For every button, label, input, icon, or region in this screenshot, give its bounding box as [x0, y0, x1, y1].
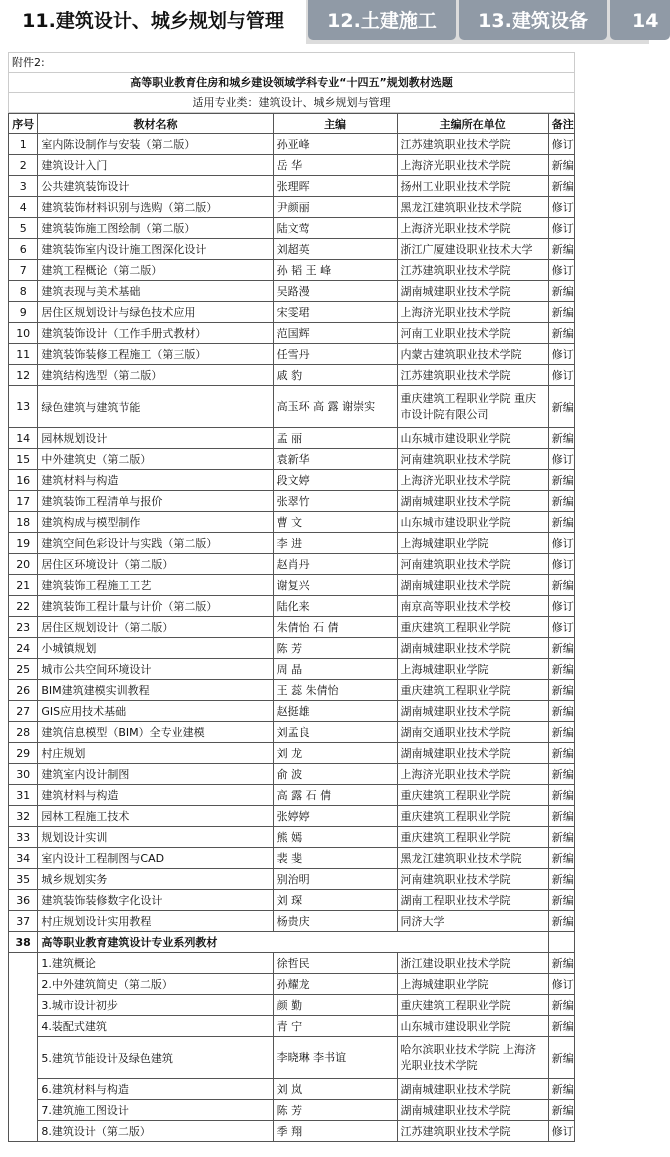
- editor-unit-cell[interactable]: 江苏建筑职业技术学院: [397, 260, 548, 281]
- table-row: [9, 1016, 575, 1037]
- editor-unit-cell[interactable]: 上海济光职业技术学院: [397, 155, 548, 176]
- editor-cell[interactable]: 张翠竹: [273, 491, 397, 512]
- editor-cell[interactable]: 赵肖丹: [273, 554, 397, 575]
- textbook-name-cell[interactable]: 室内设计工程制图与CAD: [38, 848, 273, 869]
- editor-cell[interactable]: 颜 勤: [273, 995, 397, 1016]
- row-number-cell[interactable]: 5: [9, 218, 38, 239]
- row-number-cell[interactable]: 1: [9, 134, 38, 155]
- textbook-name-cell[interactable]: 园林规划设计: [38, 428, 273, 449]
- table-row: [9, 869, 575, 890]
- editor-unit-cell[interactable]: 湖南城建职业技术学院: [397, 638, 548, 659]
- editor-cell[interactable]: 刘 岚: [273, 1079, 397, 1100]
- textbook-name-cell[interactable]: 绿色建筑与建筑节能: [38, 386, 273, 428]
- editor-unit-cell[interactable]: 重庆建筑工程职业学院: [397, 617, 548, 638]
- table-row: [9, 1037, 575, 1079]
- table-row: [9, 890, 575, 911]
- editor-unit-cell[interactable]: 湖南城建职业技术学院: [397, 743, 548, 764]
- textbook-name-cell[interactable]: 6.建筑材料与构造: [38, 1079, 273, 1100]
- header-cell: 教材名称: [38, 114, 273, 134]
- textbook-name-cell[interactable]: 公共建筑装饰设计: [38, 176, 273, 197]
- editor-cell[interactable]: 李 进: [273, 533, 397, 554]
- textbook-name-cell[interactable]: 建筑表现与美术基础: [38, 281, 273, 302]
- editor-unit-cell[interactable]: 上海城建职业学院: [397, 533, 548, 554]
- textbook-name-cell[interactable]: 建筑装饰工程计量与计价（第二版）: [38, 596, 273, 617]
- remark-cell[interactable]: 修订: [548, 134, 574, 155]
- editor-unit-cell[interactable]: 江苏建筑职业技术学院: [397, 134, 548, 155]
- row-number-cell[interactable]: 21: [9, 575, 38, 596]
- row-number-cell[interactable]: 13: [9, 386, 38, 428]
- remark-cell[interactable]: 新编: [548, 911, 574, 932]
- table-row: [9, 512, 575, 533]
- header-cell: 序号: [9, 114, 38, 134]
- subject-line: 适用专业类：建筑设计、城乡规划与管理: [192, 96, 391, 109]
- editor-unit-cell[interactable]: 湖南工程职业技术学院: [397, 890, 548, 911]
- editor-cell[interactable]: 任雪丹: [273, 344, 397, 365]
- editor-cell[interactable]: 尹颜丽: [273, 197, 397, 218]
- editor-unit-cell[interactable]: 上海城建职业学院: [397, 974, 548, 995]
- table-row: [9, 428, 575, 449]
- editor-cell[interactable]: 范国辉: [273, 323, 397, 344]
- remark-cell[interactable]: 新编: [548, 491, 574, 512]
- row-number-cell[interactable]: 29: [9, 743, 38, 764]
- editor-unit-cell[interactable]: 重庆建筑工程职业学院: [397, 995, 548, 1016]
- editor-cell[interactable]: 戚 豹: [273, 365, 397, 386]
- remark-cell[interactable]: 新编: [548, 890, 574, 911]
- remark-cell[interactable]: 新编: [548, 155, 574, 176]
- editor-unit-cell[interactable]: 上海城建职业学院: [397, 659, 548, 680]
- table-row: [9, 134, 575, 155]
- editor-unit-cell[interactable]: 重庆建筑工程职业学院 重庆市设计院有限公司: [397, 386, 548, 428]
- table-row: [9, 575, 575, 596]
- row-number-cell[interactable]: 17: [9, 491, 38, 512]
- remark-cell[interactable]: 新编: [548, 512, 574, 533]
- sheet-tab[interactable]: 12.土建施工: [308, 0, 456, 40]
- remark-cell[interactable]: 新编: [548, 827, 574, 848]
- editor-unit-cell[interactable]: 河南工业职业技术学院: [397, 323, 548, 344]
- remark-cell[interactable]: 新编: [548, 869, 574, 890]
- section-title-cell[interactable]: 高等职业教育建筑设计专业系列教材: [38, 932, 548, 953]
- editor-unit-cell[interactable]: 重庆建筑工程职业学院: [397, 785, 548, 806]
- remark-cell[interactable]: 新编: [548, 806, 574, 827]
- editor-unit-cell[interactable]: 河南建筑职业技术学院: [397, 449, 548, 470]
- editor-unit-cell[interactable]: 江苏建筑职业技术学院: [397, 365, 548, 386]
- remark-cell[interactable]: 修订: [548, 218, 574, 239]
- editor-unit-cell[interactable]: 重庆建筑工程职业学院: [397, 806, 548, 827]
- editor-unit-cell[interactable]: 南京高等职业技术学校: [397, 596, 548, 617]
- textbook-name-cell[interactable]: 建筑构成与模型制作: [38, 512, 273, 533]
- row-number-cell[interactable]: 38: [9, 932, 38, 953]
- row-number-cell[interactable]: 16: [9, 470, 38, 491]
- table-row: [9, 1100, 575, 1121]
- sheet-tab-active[interactable]: 11.建筑设计、城乡规划与管理: [0, 0, 306, 44]
- table-row: [9, 596, 575, 617]
- editor-cell[interactable]: 徐哲民: [273, 953, 397, 974]
- remark-cell[interactable]: 新编: [548, 848, 574, 869]
- editor-unit-cell[interactable]: 湖南城建职业技术学院: [397, 575, 548, 596]
- textbook-name-cell[interactable]: 5.建筑节能设计及绿色建筑: [38, 1037, 273, 1079]
- remark-cell[interactable]: 新编: [548, 323, 574, 344]
- table-row: [9, 995, 575, 1016]
- textbook-name-cell[interactable]: 建筑空间色彩设计与实践（第二版）: [38, 533, 273, 554]
- spreadsheet: [8, 52, 575, 1142]
- header-cell: 主编所在单位: [397, 114, 548, 134]
- editor-cell[interactable]: 吴路漫: [273, 281, 397, 302]
- merged-number-cell[interactable]: [9, 953, 38, 1142]
- editor-cell[interactable]: 陆文莺: [273, 218, 397, 239]
- textbook-name-cell[interactable]: 4.装配式建筑: [38, 1016, 273, 1037]
- remark-cell[interactable]: 修订: [548, 344, 574, 365]
- row-number-cell[interactable]: 25: [9, 659, 38, 680]
- textbook-name-cell[interactable]: 建筑装饰装修数字化设计: [38, 890, 273, 911]
- table-row: [9, 260, 575, 281]
- editor-cell[interactable]: 周 晶: [273, 659, 397, 680]
- row-number-cell[interactable]: 6: [9, 239, 38, 260]
- row-number-cell[interactable]: 28: [9, 722, 38, 743]
- textbook-name-cell[interactable]: 建筑室内设计制图: [38, 764, 273, 785]
- editor-cell[interactable]: 刘孟良: [273, 722, 397, 743]
- remark-cell[interactable]: 新编: [548, 953, 574, 974]
- editor-cell[interactable]: 刘 龙: [273, 743, 397, 764]
- table-row: [9, 176, 575, 197]
- row-number-cell[interactable]: 2: [9, 155, 38, 176]
- table-row: [9, 911, 575, 932]
- editor-cell[interactable]: 王 蕊 朱倩怡: [273, 680, 397, 701]
- remark-cell[interactable]: 修订: [548, 533, 574, 554]
- remark-cell[interactable]: 新编: [548, 1037, 574, 1079]
- row-number-cell[interactable]: 37: [9, 911, 38, 932]
- textbook-name-cell[interactable]: 村庄规划设计实用教程: [38, 911, 273, 932]
- editor-unit-cell[interactable]: 山东城市建设职业学院: [397, 512, 548, 533]
- textbook-name-cell[interactable]: 建筑材料与构造: [38, 470, 273, 491]
- remark-cell[interactable]: 修订: [548, 197, 574, 218]
- row-number-cell[interactable]: 15: [9, 449, 38, 470]
- remark-cell[interactable]: 新编: [548, 722, 574, 743]
- remark-cell[interactable]: 新编: [548, 785, 574, 806]
- textbook-name-cell[interactable]: 建筑设计入门: [38, 155, 273, 176]
- remark-cell[interactable]: 新编: [548, 995, 574, 1016]
- editor-unit-cell[interactable]: 河南建筑职业技术学院: [397, 869, 548, 890]
- table-row: [9, 344, 575, 365]
- editor-unit-cell[interactable]: 浙江建设职业技术学院: [397, 953, 548, 974]
- document-header: [8, 52, 575, 113]
- editor-cell[interactable]: 刘超英: [273, 239, 397, 260]
- remark-cell[interactable]: 修订: [548, 365, 574, 386]
- textbook-name-cell[interactable]: 中外建筑史（第二版）: [38, 449, 273, 470]
- textbook-name-cell[interactable]: 居住区环境设计（第二版）: [38, 554, 273, 575]
- textbook-name-cell[interactable]: 建筑装饰材料识别与选购（第二版）: [38, 197, 273, 218]
- editor-cell[interactable]: 青 宁: [273, 1016, 397, 1037]
- table-row: [9, 764, 575, 785]
- section-row: [9, 932, 575, 953]
- editor-cell[interactable]: 朱倩怡 石 倩: [273, 617, 397, 638]
- editor-cell[interactable]: 刘 琛: [273, 890, 397, 911]
- remark-cell[interactable]: 修订: [548, 554, 574, 575]
- table-row: [9, 218, 575, 239]
- textbook-name-cell[interactable]: 规划设计实训: [38, 827, 273, 848]
- row-number-cell[interactable]: 14: [9, 428, 38, 449]
- table-row: [9, 743, 575, 764]
- table-row: [9, 554, 575, 575]
- table-row: [9, 323, 575, 344]
- header-cell: 主编: [273, 114, 397, 134]
- table-row: [9, 449, 575, 470]
- table-row: [9, 281, 575, 302]
- textbook-name-cell[interactable]: 建筑信息模型（BIM）全专业建模: [38, 722, 273, 743]
- remark-cell[interactable]: 新编: [548, 1100, 574, 1121]
- textbook-name-cell[interactable]: 1.建筑概论: [38, 953, 273, 974]
- editor-cell[interactable]: 孙耀龙: [273, 974, 397, 995]
- table-row: [9, 806, 575, 827]
- sheet-tab[interactable]: 13.建筑设备: [459, 0, 607, 40]
- row-number-cell[interactable]: 31: [9, 785, 38, 806]
- editor-cell[interactable]: 赵挺雄: [273, 701, 397, 722]
- textbook-name-cell[interactable]: 建筑装饰室内设计施工图深化设计: [38, 239, 273, 260]
- remark-cell[interactable]: 新编: [548, 764, 574, 785]
- remark-cell[interactable]: 新编: [548, 680, 574, 701]
- editor-cell[interactable]: 高 露 石 倩: [273, 785, 397, 806]
- textbook-table: [8, 113, 575, 1142]
- table-row: [9, 722, 575, 743]
- remark-cell[interactable]: 新编: [548, 470, 574, 491]
- row-number-cell[interactable]: 11: [9, 344, 38, 365]
- textbook-name-cell[interactable]: 城市公共空间环境设计: [38, 659, 273, 680]
- row-number-cell[interactable]: 34: [9, 848, 38, 869]
- editor-cell[interactable]: 杨贵庆: [273, 911, 397, 932]
- textbook-name-cell[interactable]: 小城镇规划: [38, 638, 273, 659]
- editor-cell[interactable]: 谢复兴: [273, 575, 397, 596]
- remark-cell[interactable]: 修订: [548, 1121, 574, 1142]
- remark-cell[interactable]: 新编: [548, 1079, 574, 1100]
- textbook-name-cell[interactable]: 建筑装饰工程施工工艺: [38, 575, 273, 596]
- remark-cell[interactable]: [548, 932, 574, 953]
- textbook-name-cell[interactable]: BIM建筑建模实训教程: [38, 680, 273, 701]
- remark-cell[interactable]: 新编: [548, 428, 574, 449]
- sheet-tab-bar: [0, 0, 659, 44]
- row-number-cell[interactable]: 24: [9, 638, 38, 659]
- table-row: [9, 785, 575, 806]
- table-row: [9, 470, 575, 491]
- editor-unit-cell[interactable]: 湖南城建职业技术学院: [397, 281, 548, 302]
- remark-cell[interactable]: 新编: [548, 176, 574, 197]
- row-number-cell[interactable]: 23: [9, 617, 38, 638]
- editor-unit-cell[interactable]: 浙江广厦建设职业技术大学: [397, 239, 548, 260]
- table-row: [9, 953, 575, 974]
- remark-cell[interactable]: 修订: [548, 974, 574, 995]
- table-row: [9, 617, 575, 638]
- remark-cell[interactable]: 新编: [548, 1016, 574, 1037]
- remark-cell[interactable]: 新编: [548, 638, 574, 659]
- table-row: [9, 386, 575, 428]
- editor-unit-cell[interactable]: 内蒙古建筑职业技术学院: [397, 344, 548, 365]
- row-number-cell[interactable]: 33: [9, 827, 38, 848]
- editor-cell[interactable]: 袁新华: [273, 449, 397, 470]
- remark-cell[interactable]: 修订: [548, 260, 574, 281]
- row-number-cell[interactable]: 22: [9, 596, 38, 617]
- editor-cell[interactable]: 宋雯珺: [273, 302, 397, 323]
- editor-cell[interactable]: 孙 韬 王 峰: [273, 260, 397, 281]
- row-number-cell[interactable]: 27: [9, 701, 38, 722]
- row-number-cell[interactable]: 12: [9, 365, 38, 386]
- editor-cell[interactable]: 孙亚峰: [273, 134, 397, 155]
- textbook-name-cell[interactable]: 建筑材料与构造: [38, 785, 273, 806]
- row-number-cell[interactable]: 20: [9, 554, 38, 575]
- editor-unit-cell[interactable]: 河南建筑职业技术学院: [397, 554, 548, 575]
- textbook-name-cell[interactable]: 建筑结构选型（第二版）: [38, 365, 273, 386]
- table-row: [9, 974, 575, 995]
- remark-cell[interactable]: 修订: [548, 449, 574, 470]
- editor-cell[interactable]: 别治明: [273, 869, 397, 890]
- editor-cell[interactable]: 岳 华: [273, 155, 397, 176]
- row-number-cell[interactable]: 4: [9, 197, 38, 218]
- textbook-name-cell[interactable]: 2.中外建筑简史（第二版）: [38, 974, 273, 995]
- row-number-cell[interactable]: 19: [9, 533, 38, 554]
- table-row: [9, 302, 575, 323]
- editor-cell[interactable]: 熊 嫣: [273, 827, 397, 848]
- table-row: [9, 533, 575, 554]
- editor-unit-cell[interactable]: 山东城市建设职业学院: [397, 428, 548, 449]
- remark-cell[interactable]: 新编: [548, 743, 574, 764]
- editor-unit-cell[interactable]: 重庆建筑工程职业学院: [397, 680, 548, 701]
- editor-unit-cell[interactable]: 上海济光职业技术学院: [397, 302, 548, 323]
- remark-cell[interactable]: 新编: [548, 386, 574, 428]
- editor-cell[interactable]: 裴 斐: [273, 848, 397, 869]
- editor-unit-cell[interactable]: 湖南城建职业技术学院: [397, 491, 548, 512]
- editor-unit-cell[interactable]: 湖南交通职业技术学院: [397, 722, 548, 743]
- table-row: [9, 155, 575, 176]
- editor-unit-cell[interactable]: 黑龙江建筑职业技术学院: [397, 197, 548, 218]
- table-row: [9, 365, 575, 386]
- editor-unit-cell[interactable]: 湖南城建职业技术学院: [397, 701, 548, 722]
- table-row: [9, 197, 575, 218]
- textbook-name-cell[interactable]: 建筑装饰施工图绘制（第二版）: [38, 218, 273, 239]
- remark-cell[interactable]: 新编: [548, 575, 574, 596]
- editor-unit-cell[interactable]: 重庆建筑工程职业学院: [397, 827, 548, 848]
- header-cell: 备注: [548, 114, 574, 134]
- table-row: [9, 1079, 575, 1100]
- textbook-name-cell[interactable]: 室内陈设制作与安装（第二版）: [38, 134, 273, 155]
- editor-unit-cell[interactable]: 扬州工业职业技术学院: [397, 176, 548, 197]
- editor-unit-cell[interactable]: 山东城市建设职业学院: [397, 1016, 548, 1037]
- sheet-tab[interactable]: 14: [610, 0, 670, 40]
- remark-cell[interactable]: 修订: [548, 617, 574, 638]
- table-header-row: [9, 114, 575, 134]
- editor-cell[interactable]: 曹 文: [273, 512, 397, 533]
- row-number-cell[interactable]: 3: [9, 176, 38, 197]
- editor-cell[interactable]: 孟 丽: [273, 428, 397, 449]
- editor-unit-cell[interactable]: 上海济光职业技术学院: [397, 764, 548, 785]
- editor-cell[interactable]: 俞 波: [273, 764, 397, 785]
- editor-unit-cell[interactable]: 湖南城建职业技术学院: [397, 1100, 548, 1121]
- editor-cell[interactable]: 张婷婷: [273, 806, 397, 827]
- row-number-cell[interactable]: 9: [9, 302, 38, 323]
- row-number-cell[interactable]: 35: [9, 869, 38, 890]
- editor-cell[interactable]: 高玉环 高 露 谢崇实: [273, 386, 397, 428]
- textbook-name-cell[interactable]: 3.城市设计初步: [38, 995, 273, 1016]
- editor-unit-cell[interactable]: 湖南城建职业技术学院: [397, 1079, 548, 1100]
- editor-cell[interactable]: 陈 芳: [273, 1100, 397, 1121]
- table-row: [9, 848, 575, 869]
- editor-unit-cell[interactable]: 哈尔滨职业技术学院 上海济光职业技术学院: [397, 1037, 548, 1079]
- remark-cell[interactable]: 新编: [548, 659, 574, 680]
- textbook-name-cell[interactable]: 居住区规划设计与绿色技术应用: [38, 302, 273, 323]
- table-row: [9, 1121, 575, 1142]
- document-title: 高等职业教育住房和城乡建设领域学科专业“十四五”规划教材选题: [130, 76, 453, 89]
- remark-cell[interactable]: 新编: [548, 281, 574, 302]
- textbook-name-cell[interactable]: 城乡规划实务: [38, 869, 273, 890]
- textbook-name-cell[interactable]: GIS应用技术基础: [38, 701, 273, 722]
- textbook-name-cell[interactable]: 8.建筑设计（第二版）: [38, 1121, 273, 1142]
- textbook-name-cell[interactable]: 7.建筑施工图设计: [38, 1100, 273, 1121]
- textbook-name-cell[interactable]: 村庄规划: [38, 743, 273, 764]
- editor-unit-cell[interactable]: 黑龙江建筑职业技术学院: [397, 848, 548, 869]
- table-row: [9, 491, 575, 512]
- textbook-name-cell[interactable]: 建筑装饰设计（工作手册式教材）: [38, 323, 273, 344]
- remark-cell[interactable]: 修订: [548, 596, 574, 617]
- row-number-cell[interactable]: 8: [9, 281, 38, 302]
- remark-cell[interactable]: 新编: [548, 701, 574, 722]
- textbook-name-cell[interactable]: 建筑装饰装修工程施工（第三版）: [38, 344, 273, 365]
- remark-cell[interactable]: 新编: [548, 302, 574, 323]
- table-row: [9, 659, 575, 680]
- table-row: [9, 239, 575, 260]
- textbook-name-cell[interactable]: 建筑工程概论（第二版）: [38, 260, 273, 281]
- attachment-label: 附件2:: [12, 56, 45, 69]
- editor-unit-cell[interactable]: 江苏建筑职业技术学院: [397, 1121, 548, 1142]
- textbook-name-cell[interactable]: 居住区规划设计（第二版）: [38, 617, 273, 638]
- row-number-cell[interactable]: 7: [9, 260, 38, 281]
- row-number-cell[interactable]: 30: [9, 764, 38, 785]
- table-row: [9, 680, 575, 701]
- editor-unit-cell[interactable]: 上海济光职业技术学院: [397, 218, 548, 239]
- editor-unit-cell[interactable]: 上海济光职业技术学院: [397, 470, 548, 491]
- row-number-cell[interactable]: 32: [9, 806, 38, 827]
- editor-cell[interactable]: 李晓琳 李书谊: [273, 1037, 397, 1079]
- table-row: [9, 701, 575, 722]
- table-row: [9, 638, 575, 659]
- editor-unit-cell[interactable]: 同济大学: [397, 911, 548, 932]
- editor-cell[interactable]: 陈 芳: [273, 638, 397, 659]
- editor-cell[interactable]: 陆化来: [273, 596, 397, 617]
- row-number-cell[interactable]: 18: [9, 512, 38, 533]
- editor-cell[interactable]: 张理晖: [273, 176, 397, 197]
- remark-cell[interactable]: 新编: [548, 239, 574, 260]
- editor-cell[interactable]: 段文婷: [273, 470, 397, 491]
- row-number-cell[interactable]: 10: [9, 323, 38, 344]
- table-row: [9, 827, 575, 848]
- textbook-name-cell[interactable]: 园林工程施工技术: [38, 806, 273, 827]
- editor-cell[interactable]: 季 翔: [273, 1121, 397, 1142]
- textbook-name-cell[interactable]: 建筑装饰工程清单与报价: [38, 491, 273, 512]
- row-number-cell[interactable]: 26: [9, 680, 38, 701]
- row-number-cell[interactable]: 36: [9, 890, 38, 911]
